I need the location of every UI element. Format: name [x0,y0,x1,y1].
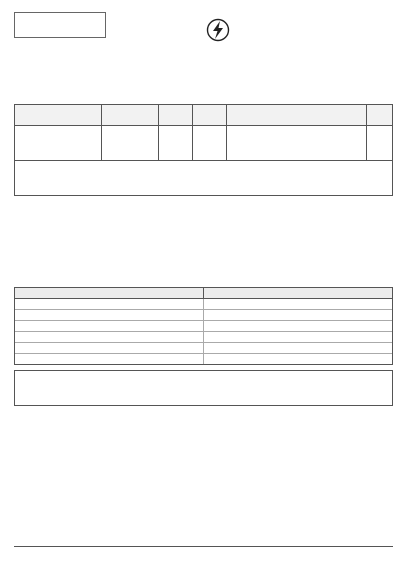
grand-total-cell [15,161,393,196]
term-item [14,237,393,245]
term-item [14,210,393,218]
intro-paragraph-continued [14,92,393,100]
form-title [164,60,243,68]
footer-phone-line [14,558,393,566]
term-item [14,273,393,281]
seller-field [203,332,392,342]
row-number-cell [366,126,392,161]
document-number-line [19,16,101,25]
seller-info-row [15,299,392,310]
seller-field [203,299,392,309]
term-item [14,255,393,263]
company-logo [196,18,240,49]
received-stamp [164,16,186,21]
company-logo-caption [196,42,240,49]
footer-address-line [14,550,393,558]
seller-field [15,310,203,320]
document-meta-box [14,12,106,38]
seller-field [203,354,392,364]
seller-field [203,321,392,331]
seller-column-header [203,288,392,298]
items-table [14,104,393,196]
col-description-header [226,105,366,126]
term-item [14,264,393,272]
intro-paragraph [14,82,393,90]
term-item [14,219,393,227]
signature-area [14,370,393,406]
document-footer [14,546,393,566]
addressee-heading [14,72,393,80]
seller-info-row [15,343,392,354]
seller-column-header [15,288,203,298]
seller-field [15,332,203,342]
seller-info-row [15,321,392,332]
seller-field [15,343,203,353]
seller-field [15,321,203,331]
closing-paragraph [14,408,393,416]
items-table-header-row [15,105,393,126]
description-cell [226,126,366,161]
seller-info-grid [14,287,393,365]
seller-info-row [15,310,392,321]
col-quantity-header [192,105,226,126]
document-date-line [19,25,101,34]
document-header [14,8,393,70]
seller-info-row [15,332,392,343]
term-item [14,228,393,236]
col-row-number-header [366,105,392,126]
quantity-cell [192,126,226,161]
seller-field [203,343,392,353]
col-unit-header [158,105,192,126]
closing-paragraph [14,418,393,426]
col-unit-price-header [101,105,158,126]
terms-heading [14,200,393,208]
total-price-cell [15,126,102,161]
terms-section [14,200,393,281]
seller-info-header [15,288,392,299]
table-row [15,126,393,161]
term-item [14,246,393,254]
seller-field [15,299,203,309]
lightning-logo-icon [203,18,233,42]
seller-field [15,354,203,364]
grand-total-row [15,161,393,196]
col-total-price-header [15,105,102,126]
seller-info-row [15,354,392,364]
seller-field [203,310,392,320]
unit-cell [158,126,192,161]
deadline-stamp [132,16,154,21]
unit-price-cell [101,126,158,161]
